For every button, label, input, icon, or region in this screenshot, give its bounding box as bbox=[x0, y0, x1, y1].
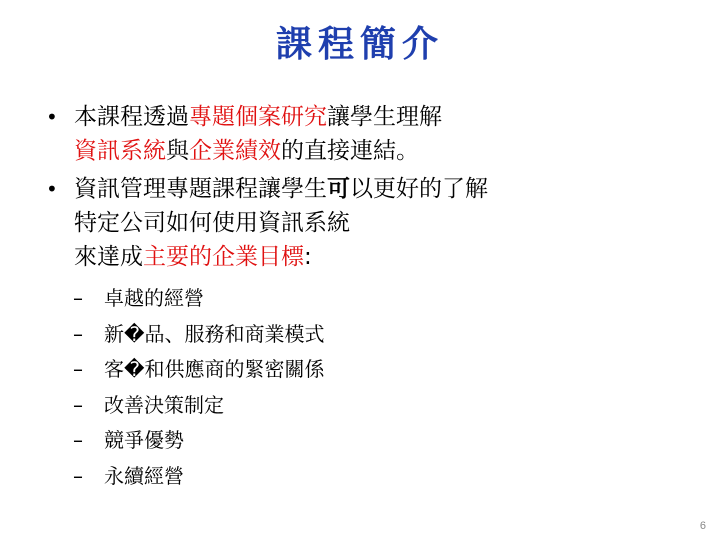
list-item bbox=[73, 388, 325, 424]
text-segment: 的直接連結。 bbox=[281, 138, 419, 164]
list-item-text: 客�和供應商的緊密關係 bbox=[104, 357, 325, 381]
dash-marker: – bbox=[73, 463, 83, 488]
dash-marker: – bbox=[73, 392, 83, 417]
list-item-text: 競爭優勢 bbox=[104, 428, 184, 452]
bullet-item-1 bbox=[40, 100, 680, 168]
dash-marker: – bbox=[73, 357, 83, 381]
bullet-2-line-1 bbox=[74, 172, 680, 206]
list-item-text: 新�品、服務和商業模式 bbox=[104, 321, 325, 346]
bullet-1-line-1 bbox=[74, 100, 680, 134]
bullet-2-line-3 bbox=[74, 240, 680, 274]
bullet-item-2 bbox=[40, 172, 680, 274]
text-segment: 來達成 bbox=[74, 244, 143, 270]
dash-marker: – bbox=[73, 321, 83, 346]
bullet-marker: • bbox=[46, 177, 58, 201]
text-segment: 本課程透過 bbox=[74, 104, 189, 130]
list-item bbox=[73, 459, 325, 495]
slide-title: 課程簡介 bbox=[275, 23, 444, 65]
bullet-1-line-2 bbox=[74, 134, 680, 168]
bullet-list bbox=[40, 100, 680, 278]
bullet-2-line-2: 特定公司如何使用資訊系統 bbox=[74, 210, 350, 236]
dash-marker: – bbox=[73, 428, 83, 452]
list-item bbox=[73, 317, 325, 353]
highlight-text: 企業績效 bbox=[189, 138, 281, 164]
list-item-text: 永續經營 bbox=[104, 463, 184, 488]
highlight-text: 專題個案研究 bbox=[189, 104, 327, 130]
bullet-marker: • bbox=[46, 105, 58, 129]
text-segment: 與 bbox=[166, 138, 189, 164]
text-segment: 以更好的了解 bbox=[350, 176, 488, 202]
list-item bbox=[73, 352, 325, 388]
list-item bbox=[73, 423, 325, 459]
text-segment: 資訊管理專題課程讓學生 bbox=[74, 176, 327, 202]
bold-text: 可 bbox=[327, 176, 350, 202]
list-item-text: 改善決策制定 bbox=[104, 392, 224, 417]
sub-item-list bbox=[73, 281, 325, 494]
dash-marker: – bbox=[73, 286, 83, 310]
text-segment: : bbox=[304, 244, 312, 270]
highlight-text: 資訊系統 bbox=[74, 138, 166, 164]
text-segment: 讓學生理解 bbox=[327, 104, 442, 130]
list-item-text: 卓越的經營 bbox=[104, 286, 204, 310]
highlight-text: 主要的企業目標 bbox=[143, 244, 304, 270]
page-number: 6 bbox=[699, 520, 706, 532]
list-item bbox=[73, 281, 325, 317]
